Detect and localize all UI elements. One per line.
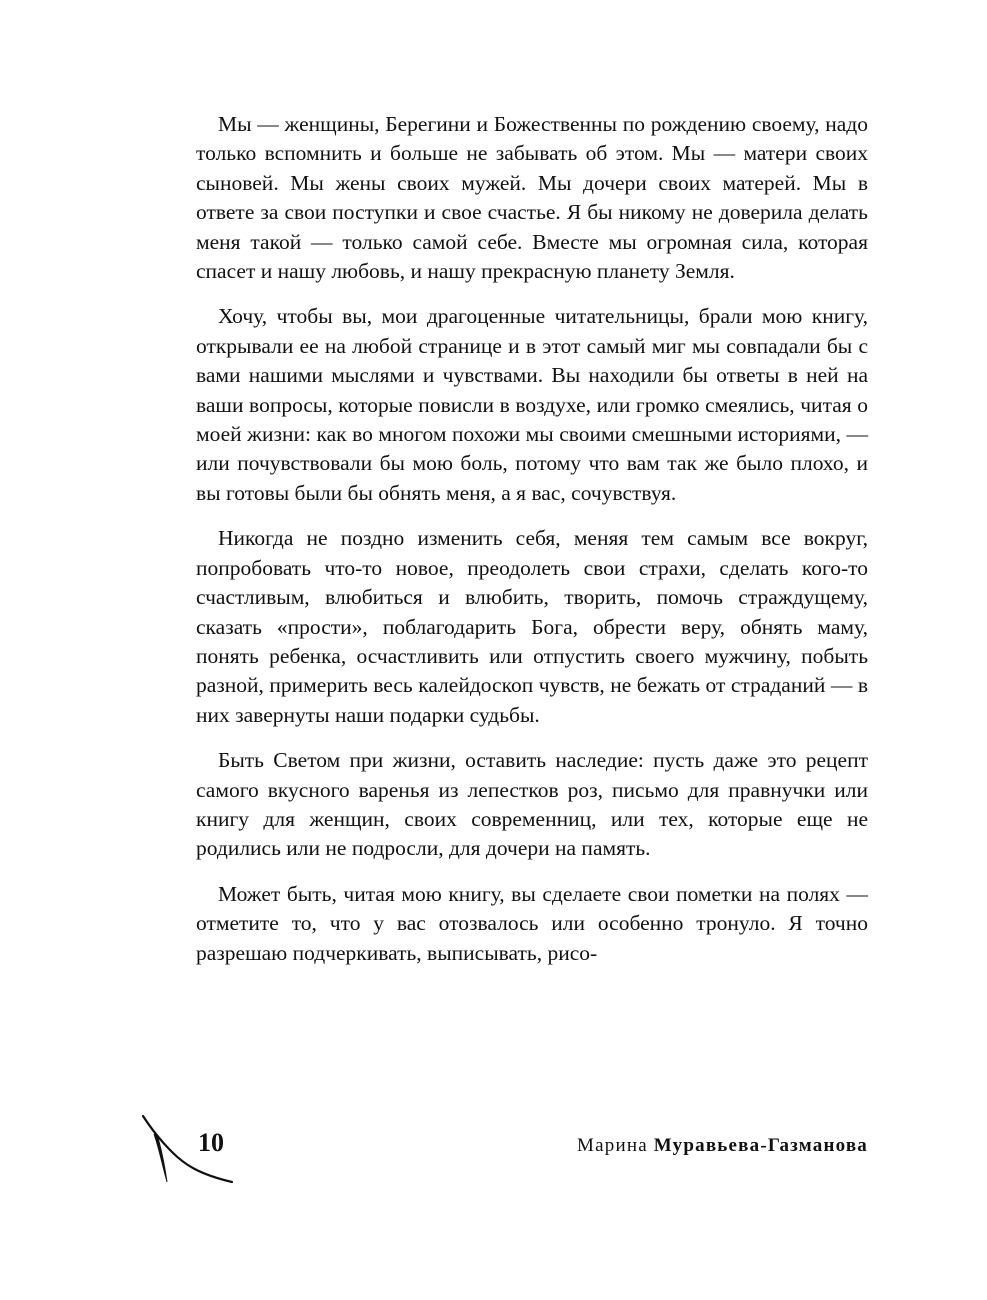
running-head-author (577, 1134, 868, 1158)
paragraph-2: Хочу, чтобы вы, мои драгоценные читательницы, брали мою книгу, открывали ее на любой странице и в этот самый миг мы совпадали бы с вами нашими мыслями и чувствами. Вы находили бы ответы в ней на ваши вопросы, которые повисли в воздухе, или громко смеялись, читая о моей жизни: как во многом похожи мы своими смешными историями, — или почувствовали бы мою боль, потому что вам так же было плохо, и вы готовы были бы обнять меня, а я вас, сочувствуя. (196, 304, 868, 505)
page-body-text (196, 110, 868, 984)
paragraph-5: Может быть, читая мою книгу, вы сделаете свои пометки на полях — отметите то, что у вас отозвалось или особенно тронуло. Я точно разрешаю подчеркивать, выписывать, рисо- (196, 881, 868, 965)
author-surname: Муравьева-Газманова (653, 1135, 868, 1156)
paragraph-3: Никогда не поздно изменить себя, меняя тем самым все вокруг, попробовать что-то новое, преодолеть свои страхи, сделать кого-то счастливым, влюбиться и влюбить, творить, помочь страждущему, сказать «прости», поблагодарить Бога, обрести веру, обнять маму, понять ребенка, осчастливить или отпустить своего мужчину, побыть разной, примерить весь калейдоскоп чувств, не бежать от страданий — в них завернуты наши подарки судьбы. (196, 526, 868, 727)
page-number: 10 (198, 1128, 224, 1157)
page-footer (140, 1112, 868, 1192)
paragraph-1: Мы — женщины, Берегини и Божественны по рождению своему, надо только вспомнить и больше не забывать об этом. Мы — матери своих сыновей. Мы жены своих мужей. Мы дочери своих матерей. Мы в ответе за свои поступки и свое счастье. Я бы никому не доверила делать меня такой — только самой себе. Вместе мы огромная сила, которая спасет и нашу любовь, и нашу прекрасную планету Земля. (196, 112, 868, 284)
author-first-name: Марина (577, 1135, 648, 1156)
paragraph-4: Быть Светом при жизни, оставить наследие: пусть даже это рецепт самого вкусного варенья из лепестков роз, письмо для правнучки или книгу для женщин, своих современниц, или тех, которые еще не родились или не подросли, для дочери на память. (196, 748, 868, 861)
